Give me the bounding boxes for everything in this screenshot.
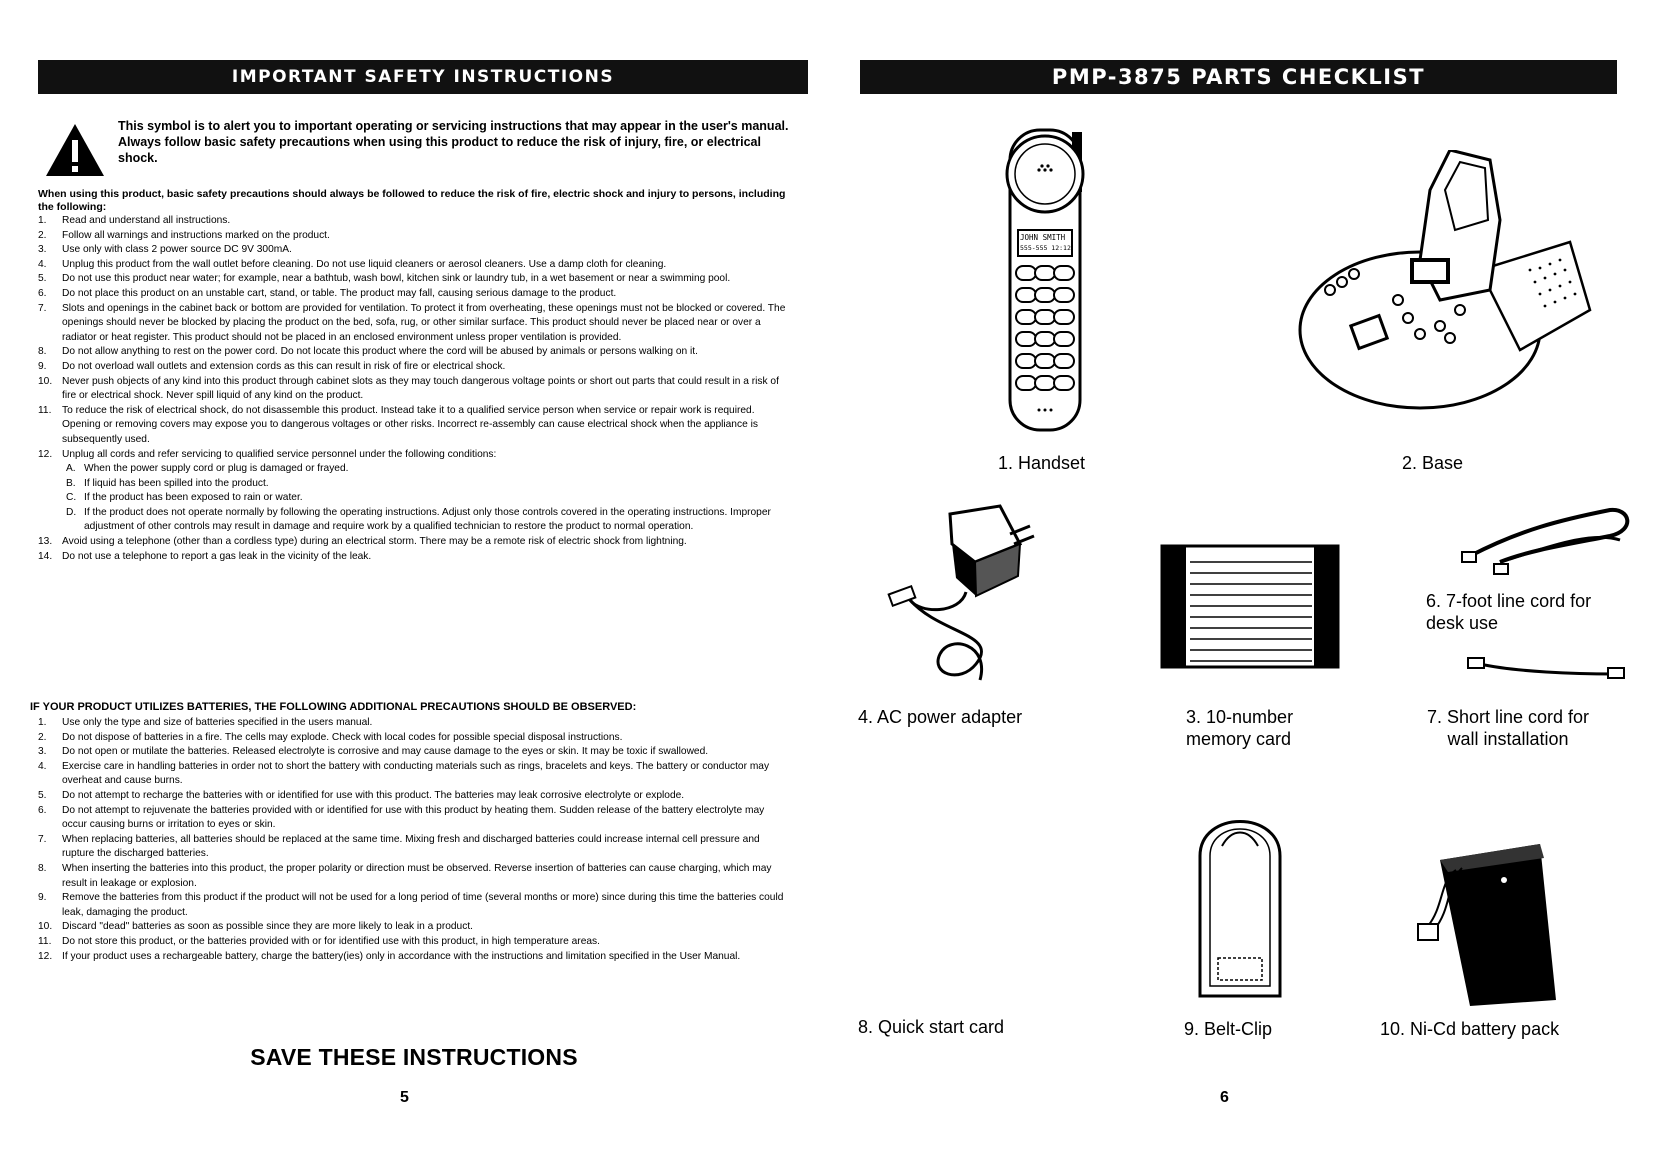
rule-item: 14. Do not use a telephone to report a gas leak in the vicinity of the leak.: [38, 550, 372, 562]
sub-rule-item: C. If the product has been exposed to rain or water.: [66, 492, 303, 504]
page-number: 5: [400, 1089, 409, 1106]
rule-item: 3. Use only with class 2 power source DC 9V 300mA.: [38, 244, 292, 256]
rule-item: 13. Avoid using a telephone (other than a cordless type) during an electrical storm. There may be a remote risk of electric shock from lightning.: [38, 536, 687, 548]
rule-item: 11. To reduce the risk of electrical shock, do not disassemble this product. Instead take it to a qualified service person when service or repair work is required. Opening or removing covers may expose you to dangerous voltages or other risks. Incorrect re-assembly can cause electrical shock when the appliance is subsequently used.: [38, 404, 758, 445]
handset-illustration: [990, 126, 1100, 436]
rule-item: 2. Follow all warnings and instructions marked on the product.: [38, 229, 330, 241]
rule-item: 7. Slots and openings in the cabinet back or bottom are provided for ventilation. To protect it from overheating, these openings must not be blocked or covered. The openings should never be blocked by placing the product on the bed, sofa, rug, or other similar surface. This product should never be placed near or over a radiator or heat register. This product should not be placed in an enclosed environment unless proper ventilation is provided.: [38, 302, 786, 343]
battery-heading: IF YOUR PRODUCT UTILIZES BATTERIES, THE FOLLOWING ADDITIONAL PRECAUTIONS SHOULD BE OBSERVED:: [30, 701, 637, 713]
save-instructions-heading: SAVE THESE INSTRUCTIONS: [250, 1044, 578, 1070]
page-number: 6: [1220, 1089, 1229, 1106]
belt-clip-illustration: [1192, 796, 1288, 1000]
warning-triangle-icon: [44, 122, 106, 178]
alert-text: This symbol is to alert you to important operating or servicing instructions that may appear in the user's manual. Always follow basic safety precautions when using this product to reduce the risk of injury, fire, or electrical shock.: [118, 119, 789, 165]
safety-banner: IMPORTANT SAFETY INSTRUCTIONS: [38, 60, 808, 94]
ac-adapter-illustration: [880, 504, 1070, 694]
part-label-quick-start: 8. Quick start card: [858, 1017, 1005, 1037]
rule-item: 8. Do not allow anything to rest on the power cord. Do not locate this product where the cord will be abused by animals or persons walking on it.: [38, 346, 698, 358]
battery-rule-item: 8. When inserting the batteries into this product, the proper polarity or direction must be observed. Reverse insertion of batteries can cause charging, which may result in leakage or explosion.: [38, 862, 772, 889]
battery-rule-item: 7. When replacing batteries, all batteries should be replaced at the same time. Mixing fresh and discharged batteries could increase internal cell pressure and rupture the discharged batteries.: [38, 833, 760, 860]
battery-rule-item: 1. Use only the type and size of batteries specified in the users manual.: [38, 717, 373, 728]
sub-rule-item: D. If the product does not operate normally by following the operating instructions. Adjust only those controls covered in the operating instructions. Improper adjustment of other controls may result in damage and require work by a qualified technician to restore the product to normal operation.: [66, 506, 771, 533]
line-cord-illustration: [1460, 500, 1640, 590]
rule-item: 6. Do not place this product on an unstable cart, stand, or table. The product may fall, causing serious damage to the product.: [38, 287, 617, 299]
battery-rule-item: 4. Exercise care in handling batteries in order not to short the battery with conducting materials such as rings, bracelets and keys. The battery or conductor may overheat and cause burns.: [38, 760, 770, 787]
sub-rule-item: B. If liquid has been spilled into the product.: [66, 477, 269, 489]
battery-rule-item: 10. Discard "dead" batteries as soon as possible since they are more likely to leak in a product.: [38, 921, 473, 933]
base-illustration: [1290, 150, 1600, 420]
part-label-belt-clip: 9. Belt-Clip: [1184, 1019, 1273, 1039]
handset-display-line1: JOHN SMITH: [1020, 233, 1066, 242]
battery-rule-item: 12. If your product uses a rechargeable battery, charge the battery(ies) only in accordance with the instructions and limitation specified in the User Manual.: [38, 950, 741, 962]
rule-item: 1. Read and understand all instructions.: [38, 215, 231, 226]
battery-rule-item: 5. Do not attempt to recharge the batteries with or identified for use with this product. The batteries may leak corrosive electrolyte or explode.: [38, 789, 685, 801]
part-label-short-cord: 7. Short line cord for wall installation: [1426, 707, 1590, 749]
memory-card-illustration: [1160, 544, 1340, 669]
part-label-ac-adapter: 4. AC power adapter: [858, 707, 1023, 727]
part-label-line-cord: 6. 7-foot line cord for desk use: [1426, 591, 1592, 633]
part-label-handset: 1. Handset: [998, 453, 1086, 473]
right-page: [820, 0, 1659, 1156]
parts-checklist-banner: PMP-3875 PARTS CHECKLIST: [860, 60, 1617, 94]
battery-rules-list: [38, 716, 790, 964]
battery-rule-item: 3. Do not open or mutilate the batteries. Released electrolyte is corrosive and may cause damage to the eyes or skin. It may be toxic if swallowed.: [38, 746, 709, 758]
battery-pack-illustration: [1410, 840, 1560, 1010]
safety-intro: When using this product, basic safety precautions should always be followed to reduce the risk of fire, electric shock and injury to persons, including the following:: [38, 188, 786, 213]
safety-rules-list: [38, 214, 790, 564]
battery-rule-item: 9. Remove the batteries from this product if the product will not be used for a long period of time (several months or more) since during this time the batteries could leak, damaging the product.: [38, 892, 784, 918]
part-label-memory-card: 3. 10-number memory card: [1186, 707, 1294, 749]
part-label-base: 2. Base: [1402, 453, 1464, 473]
left-page: [0, 0, 820, 1156]
part-label-battery: 10. Ni-Cd battery pack: [1380, 1019, 1560, 1039]
short-cord-illustration: [1466, 652, 1626, 688]
battery-rule-item: 11. Do not store this product, or the batteries provided with or for identified use with this product, in high temperature areas.: [38, 935, 600, 947]
rule-item: 10. Never push objects of any kind into this product through cabinet slots as they may touch dangerous voltage points or short out parts that could result in a risk of fire or electrical shock. Never spill liquid of any kind on the product.: [38, 375, 779, 402]
battery-rule-item: 2. Do not dispose of batteries in a fire. The cells may explode. Check with local codes for possible special disposal instructions.: [38, 731, 623, 743]
rule-item: 5. Do not use this product near water; for example, near a bathtub, wash bowl, kitchen sink or laundry tub, in a wet basement or near a swimming pool.: [38, 273, 731, 285]
rule-item: 9. Do not overload wall outlets and extension cords as this can result in risk of fire or electrical shock.: [38, 360, 506, 372]
sub-rule-item: A. When the power supply cord or plug is damaged or frayed.: [66, 463, 349, 475]
handset-display-line2: 555-555 12:12: [1020, 244, 1071, 252]
rule-item: 12. Unplug all cords and refer servicing to qualified service personnel under the following conditions:: [38, 448, 497, 460]
battery-rule-item: 6. Do not attempt to rejuvenate the batteries provided with or identified for use with this product by heating them. Sudden release of the battery electrolyte may occur causing burns or irritation to eyes or skin.: [38, 804, 765, 831]
rule-item: 4. Unplug this product from the wall outlet before cleaning. Do not use liquid cleaners or aerosol cleaners. Use a damp cloth for cleaning.: [38, 258, 667, 270]
